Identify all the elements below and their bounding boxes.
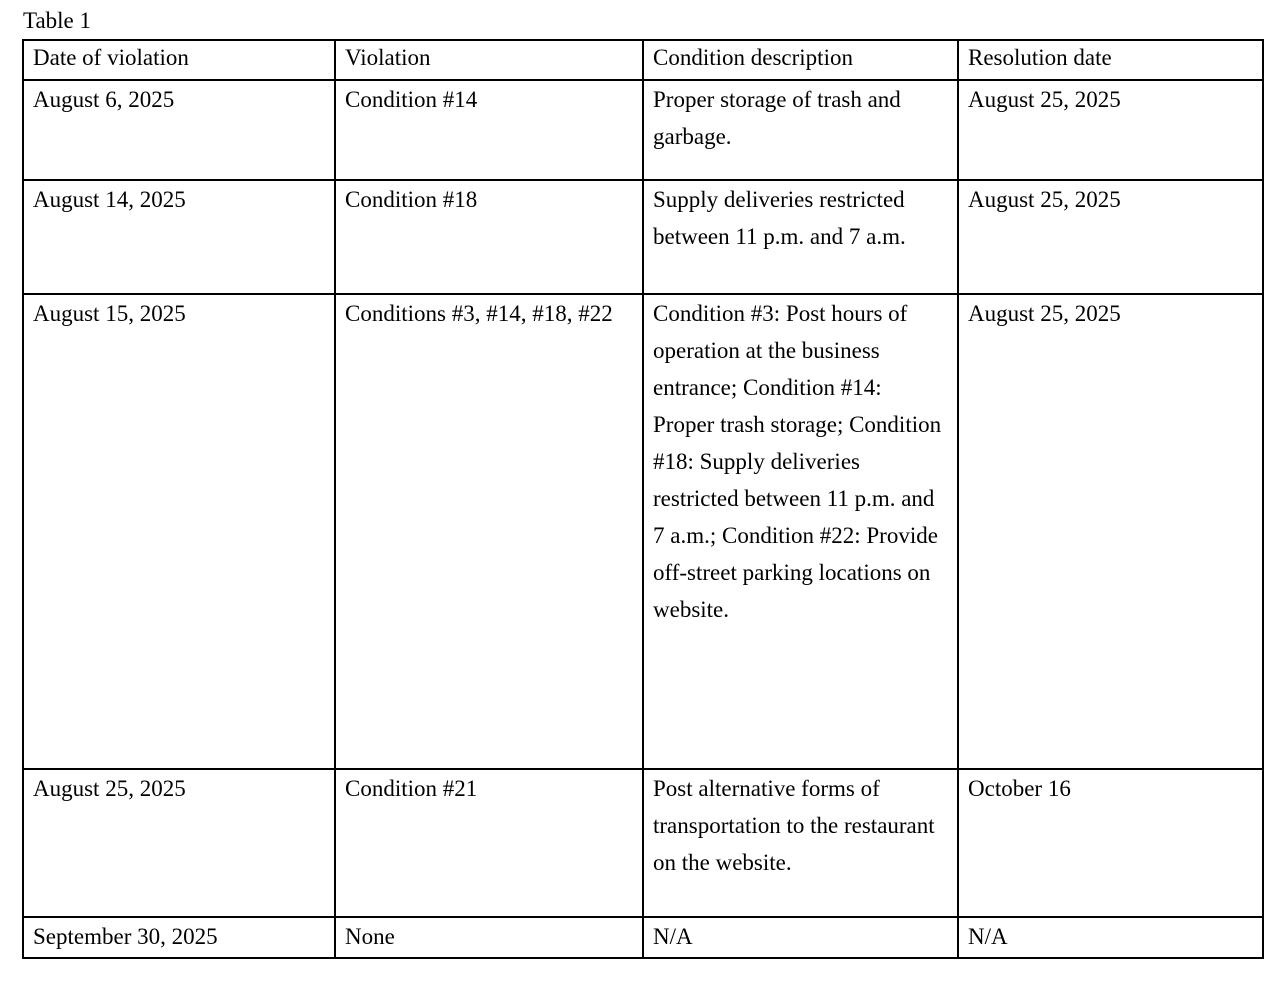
cell-condition-description: N/A	[643, 917, 958, 958]
cell-condition-description: Supply deliveries restricted between 11 p.m. and 7 a.m.	[643, 180, 958, 294]
table-header-row	[23, 40, 1263, 80]
cell-violation: Conditions #3, #14, #18, #22	[335, 294, 643, 769]
cell-resolution-date: August 25, 2025	[958, 80, 1263, 180]
cell-violation: Condition #21	[335, 769, 643, 917]
cell-violation: Condition #18	[335, 180, 643, 294]
column-header-resolution-date: Resolution date	[958, 40, 1263, 80]
table-row	[23, 917, 1263, 958]
cell-resolution-date: October 16	[958, 769, 1263, 917]
table-row	[23, 180, 1263, 294]
cell-resolution-date: N/A	[958, 917, 1263, 958]
cell-date-of-violation: August 14, 2025	[23, 180, 335, 294]
cell-date-of-violation: August 15, 2025	[23, 294, 335, 769]
cell-date-of-violation: August 25, 2025	[23, 769, 335, 917]
cell-violation: Condition #14	[335, 80, 643, 180]
cell-violation: None	[335, 917, 643, 958]
cell-condition-description: Post alternative forms of transportation to the restaurant on the website.	[643, 769, 958, 917]
table-row	[23, 80, 1263, 180]
cell-date-of-violation: September 30, 2025	[23, 917, 335, 958]
table-caption: Table 1	[23, 8, 92, 33]
cell-date-of-violation: August 6, 2025	[23, 80, 335, 180]
cell-condition-description: Condition #3: Post hours of operation at the business entrance; Condition #14: Proper trash storage; Condition #18: Supply deliveries restricted between 11 p.m. and 7 a.m.; Condition #22: Provide off-street parking locations on website.	[643, 294, 958, 769]
cell-resolution-date: August 25, 2025	[958, 294, 1263, 769]
table-row	[23, 294, 1263, 769]
column-header-violation: Violation	[335, 40, 643, 80]
table-row	[23, 769, 1263, 917]
column-header-date-of-violation: Date of violation	[23, 40, 335, 80]
cell-condition-description: Proper storage of trash and garbage.	[643, 80, 958, 180]
column-header-condition-description: Condition description	[643, 40, 958, 80]
cell-resolution-date: August 25, 2025	[958, 180, 1263, 294]
violations-table	[22, 39, 1264, 959]
